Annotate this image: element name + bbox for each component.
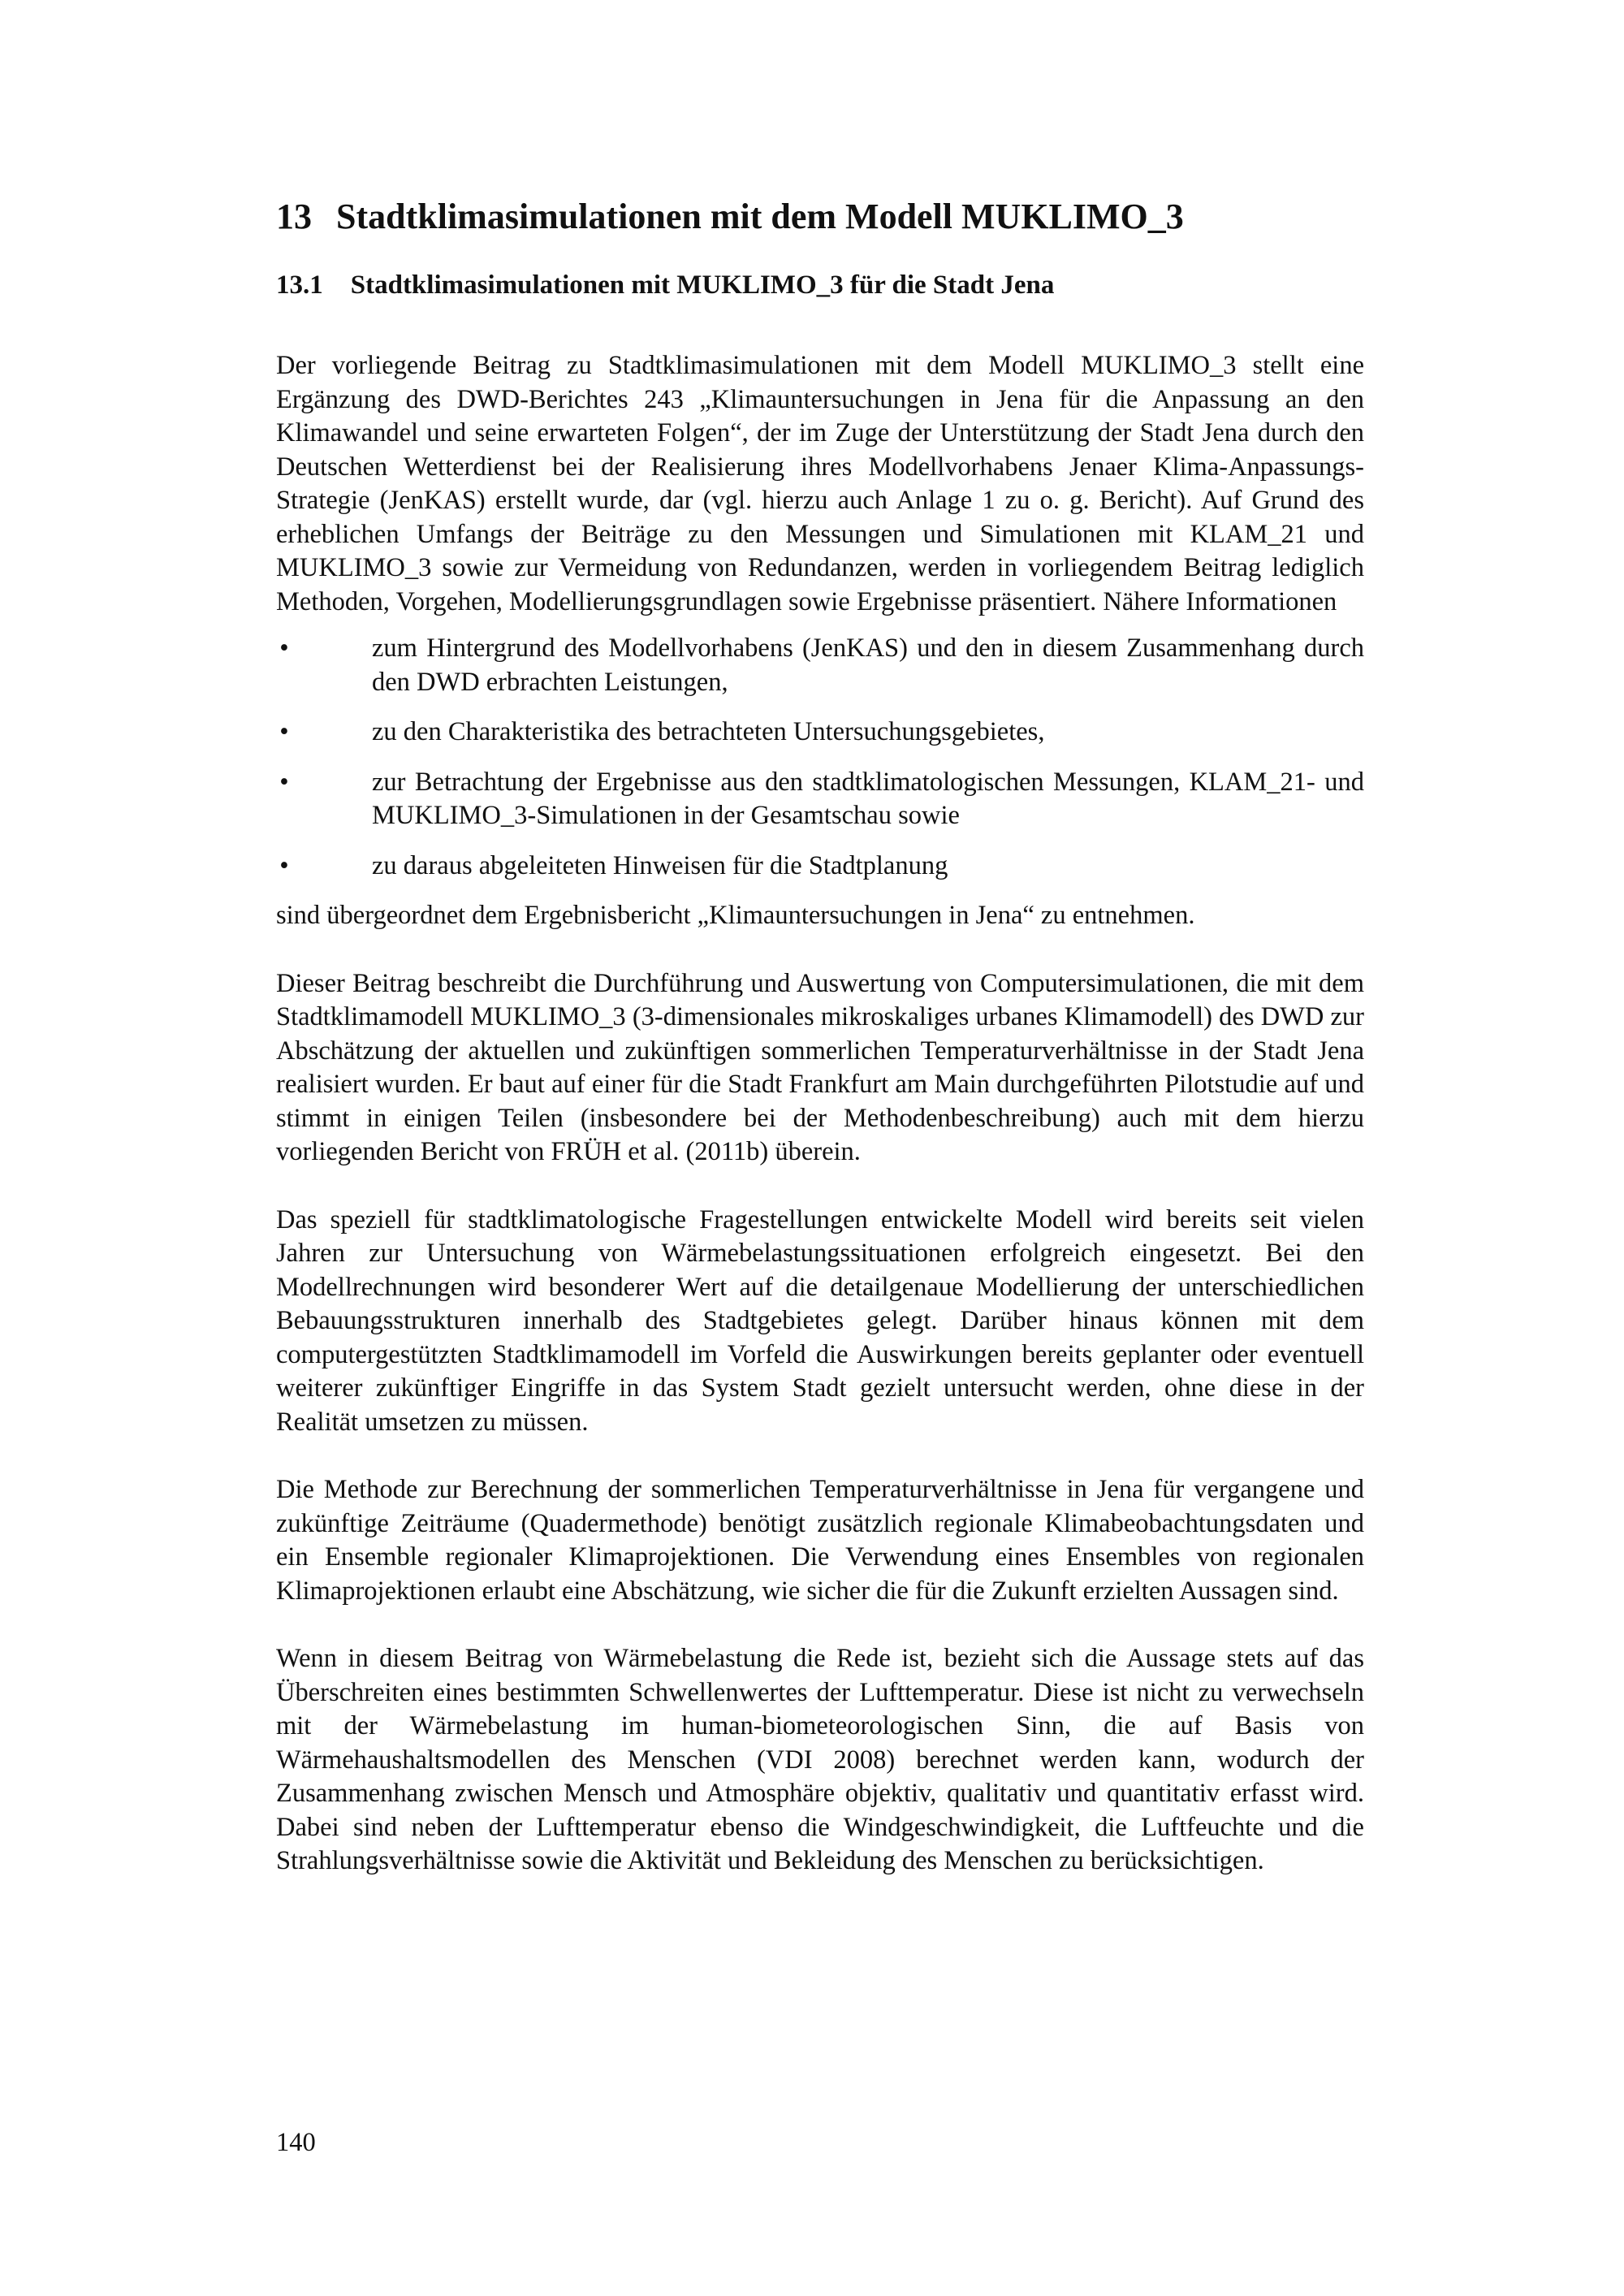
list-item-text: zu daraus abgeleiteten Hinweisen für die Stadtplanung (372, 850, 948, 880)
list-item-text: zu den Charakteristika des betrachteten Untersuchungsgebietes, (372, 717, 1045, 746)
bullet-icon: • (279, 633, 289, 663)
bullet-icon: • (279, 850, 289, 880)
list-item (276, 766, 1364, 833)
page-content (276, 195, 1364, 1879)
section-number: 13.1 (276, 270, 323, 300)
page-number: 140 (276, 2128, 316, 2157)
paragraph-description: Dieser Beitrag beschreibt die Durchführung und Auswertung von Computersimulationen, die mit dem Stadtklimamodell MUKLIMO_3 (3-dimensionales mikroskaliges urbanes Klimamodell) des DWD zur Abschätzung der aktuellen und zukünftigen sommerlichen Temperaturverhältnisse in der Stadt Jena realisiert wurden. Er baut auf einer für die Stadt Frankfurt am Main durchgeführten Pilotstudie auf und stimmt in einigen Teilen (insbesondere bei der Methodenbeschreibung) auch mit dem hierzu vorliegenden Bericht von FRÜH et al. (2011b) überein. (276, 968, 1364, 1166)
list-item (276, 850, 1364, 884)
chapter-heading (276, 195, 1364, 239)
list-item-text: zum Hintergrund des Modellvorhabens (JenKAS) und den in diesem Zusammenhang durch den DWD erbrachten Leistungen, (372, 633, 1364, 697)
paragraph-heat-stress: Wenn in diesem Beitrag von Wärmebelastung die Rede ist, bezieht sich die Aussage stets auf das Überschreiten eines bestimmten Schwellenwertes der Lufttemperatur. Diese ist nicht zu verwechseln mit der Wärmebelastung im human-biometeorologischen Sinn, die auf Basis von Wärmehaushaltsmodellen des Menschen (VDI 2008) berechnet werden kann, wodurch der Zusammenhang zwischen Mensch und Atmosphäre objektiv, qualitativ und quantitativ erfasst wird. Dabei sind neben der Lufttemperatur ebenso die Windgeschwindigkeit, die Luftfeuchte und die Strahlungsverhältnisse sowie die Aktivität und Bekleidung des Menschen zu berücksichtigen. (276, 1644, 1364, 1875)
bullet-icon: • (279, 717, 289, 746)
bullet-list (276, 632, 1364, 883)
bullet-icon: • (279, 767, 289, 797)
paragraph-method: Die Methode zur Berechnung der sommerlichen Temperaturverhältnisse in Jena für vergangene und zukünftige Zeiträume (Quadermethode) benötigt zusätzlich regionale Klimabeobachtungsdaten und ein Ensemble regionaler Klimaprojektionen. Die Verwendung eines Ensembles von regionalen Klimaprojektionen erlaubt eine Abschätzung, wie sicher die für die Zukunft erzielten Aussagen sind. (276, 1475, 1364, 1606)
list-item (276, 632, 1364, 699)
section-heading (276, 268, 1364, 302)
section-title: Stadtklimasimulationen mit MUKLIMO_3 für die Stadt Jena (350, 270, 1055, 300)
list-item-text: zur Betrachtung der Ergebnisse aus den stadtklimatologischen Messungen, KLAM_21- und MUKLIMO_3-Simulationen in der Gesamtschau sowie (372, 767, 1364, 830)
paragraph-intro-end: sind übergeordnet dem Ergebnisbericht „Klimauntersuchungen in Jena“ zu entnehmen. (276, 901, 1195, 930)
chapter-title: Stadtklimasimulationen mit dem Modell MUKLIMO_3 (336, 197, 1184, 236)
paragraph-model: Das speziell für stadtklimatologische Fragestellungen entwickelte Modell wird bereits seit vielen Jahren zur Untersuchung von Wärmebelastungssituationen erfolgreich eingesetzt. Bei den Modellrechnungen wird besonderer Wert auf die detailgenaue Modellierung der unterschiedlichen Bebauungsstrukturen innerhalb des Stadtgebietes gelegt. Darüber hinaus können mit dem computergestützten Stadtklimamodell im Vorfeld die Auswirkungen bereits geplanter oder eventuell weiterer zukünftiger Eingriffe in das System Stadt gezielt untersucht werden, ohne diese in der Realität umsetzen zu müssen. (276, 1204, 1364, 1437)
chapter-number: 13 (276, 197, 312, 236)
paragraph-intro: Der vorliegende Beitrag zu Stadtklimasimulationen mit dem Modell MUKLIMO_3 stellt eine Ergänzung des DWD-Berichtes 243 „Klimauntersuchungen in Jena für die Anpassung an den Klimawandel und seine erwarteten Folgen“, der im Zuge der Unterstützung der Stadt Jena durch den Deutschen Wetterdienst bei der Realisierung ihres Modellvorhabens Jenaer Klima-Anpassungs-Strategie (JenKAS) erstellt wurde, dar (vgl. hierzu auch Anlage 1 zu o. g. Bericht). Auf Grund des erheblichen Umfangs der Beiträge zu den Messungen und Simulationen mit KLAM_21 und MUKLIMO_3 sowie zur Vermeidung von Redundanzen, werden in vorliegendem Beitrag lediglich Methoden, Vorgehen, Modellierungsgrundlagen sowie Ergebnisse präsentiert. Nähere Informationen (276, 351, 1364, 616)
list-item (276, 716, 1364, 750)
